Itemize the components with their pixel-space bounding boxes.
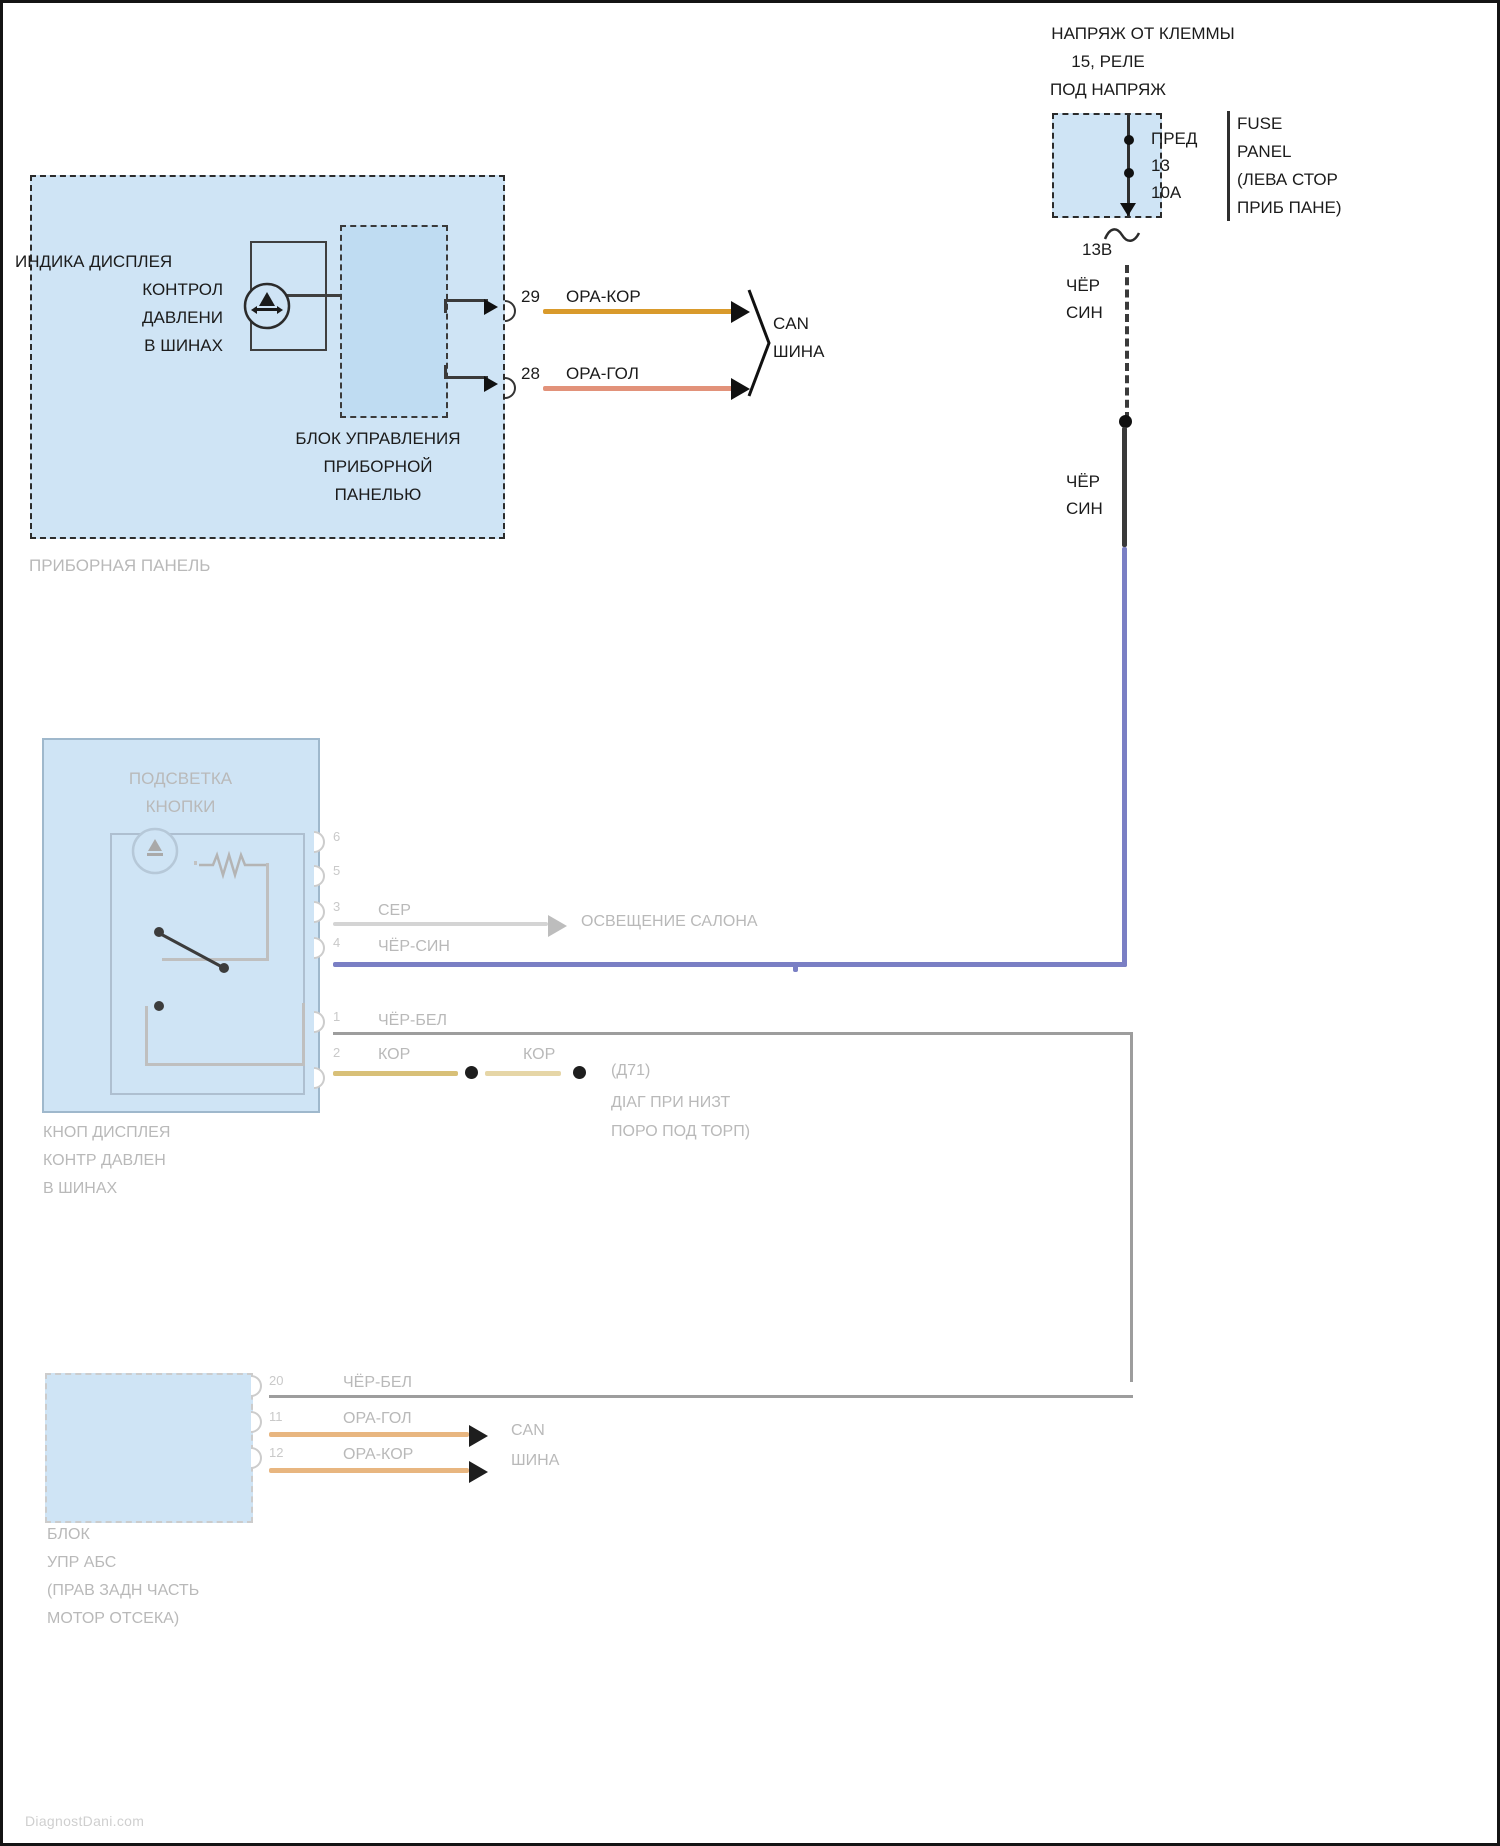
fuse-panel-label-line4: ПРИБ ПАНЕ) — [1237, 198, 1342, 217]
switch-pin4-wire-label: ЧЁР-СИН — [378, 938, 450, 955]
fuse-panel-bracket — [1227, 111, 1230, 221]
abs-pin20-wire-gray — [269, 1395, 1133, 1398]
fuse-panel-label-line2: PANEL — [1237, 142, 1292, 161]
abs-caption-line4: МОТОР ОТСЕКА) — [47, 1610, 180, 1627]
illumination-out-arrow — [548, 915, 567, 937]
abs-pin11-wire-label: ОРА-ГОЛ — [343, 1410, 412, 1427]
fuse-rating-label: 10A — [1151, 183, 1182, 202]
switch-pin6-number: 6 — [333, 829, 341, 844]
switch-pin3-number: 3 — [333, 899, 341, 914]
site-watermark: DiagnostDani.com — [25, 1813, 145, 1829]
supply-wire-color-line1: ЧЁР — [1066, 276, 1101, 295]
switch-caption-line1: КНОП ДИСПЛЕЯ — [43, 1124, 171, 1141]
cluster-pin28-connector — [505, 377, 516, 399]
switch-lever-symbol — [151, 923, 241, 983]
tire-pressure-indicator-icon — [239, 278, 309, 338]
can-bus-label-line2: ШИНА — [773, 342, 825, 361]
supply-pin-label: 13В — [1082, 240, 1113, 259]
cluster-pin29-number: 29 — [521, 287, 540, 306]
abs-pin12-connector — [251, 1447, 262, 1469]
splice-dot-ground-wire — [465, 1066, 478, 1079]
ground-wire-mid-label: КОР — [523, 1046, 556, 1063]
button-illumination-lamp-icon — [125, 823, 195, 883]
supply-source-label-line1: НАПРЯЖ ОТ КЛЕММЫ — [1051, 24, 1235, 43]
cluster-pin28-wire-label: ОРА-ГОЛ — [566, 364, 639, 383]
cluster-pin29-wire — [543, 309, 733, 314]
switch-contact-dot-lower — [154, 1001, 164, 1011]
switch-pin4-wire-blue — [333, 962, 798, 967]
switch-caption-line2: КОНТР ДАВЛЕН — [43, 1152, 166, 1169]
cluster-caption-line2: ПРИБОРНОЙ — [323, 457, 433, 476]
switch-pin5-number: 5 — [333, 863, 341, 878]
fuse-number-label: 13 — [1151, 156, 1170, 175]
abs-pin20-wire-label: ЧЁР-БЕЛ — [343, 1374, 413, 1391]
switch-pin1-wire-gray — [333, 1032, 1133, 1035]
ground-label-line1: (Д71) — [611, 1062, 651, 1079]
abs-pin11-wire — [269, 1432, 469, 1437]
abs-can-label-line1: CAN — [511, 1422, 545, 1439]
fuse-panel-block — [1052, 113, 1162, 218]
abs-pin12-wire-label: ОРА-КОР — [343, 1446, 414, 1463]
cluster-pin29-arrow — [484, 299, 498, 315]
illumination-lamp-lead — [194, 861, 197, 865]
switch-pin3-wire-label: СЕР — [378, 902, 411, 919]
abs-pin12-wire-arrow — [469, 1461, 488, 1483]
switch-pin1-wire-label: ЧЁР-БЕЛ — [378, 1012, 448, 1029]
abs-caption-line1: БЛОК — [47, 1526, 90, 1543]
splice-dot-supply — [1119, 415, 1132, 428]
supply-wire-blue-vertical — [1122, 547, 1127, 967]
switch-ground-lead-v — [145, 1006, 148, 1066]
ground-label-line2: ДІАГ ПРИ НИЗТ — [611, 1094, 731, 1111]
supply-wire-dashed-segment — [1125, 265, 1129, 420]
supply-source-label-line2: 15, РЕЛЕ — [1071, 52, 1145, 71]
supply-wire2-color-line2: СИН — [1066, 499, 1103, 518]
switch-pin2-connector — [314, 1067, 325, 1089]
abs-pin12-number: 12 — [269, 1445, 284, 1460]
switch-pin3-wire — [333, 922, 548, 926]
switch-pin2-wire-label: КОР — [378, 1046, 411, 1063]
can-bus-label-line1: CAN — [773, 314, 809, 333]
switch-pin6-connector — [314, 831, 325, 853]
cluster-title-line3: ДАВЛЕНИ — [142, 308, 223, 327]
switch-caption-line3: В ШИНАХ — [43, 1180, 118, 1197]
cluster-display-module — [340, 225, 448, 418]
cluster-pin29-lead — [444, 299, 488, 302]
ground-point-dot — [573, 1066, 586, 1079]
switch-pin4-connector — [314, 937, 325, 959]
abs-caption-line3: (ПРАВ ЗАДН ЧАСТЬ — [47, 1582, 200, 1599]
switch-title-line2: КНОПКИ — [145, 797, 216, 816]
switch-pin4-number: 4 — [333, 935, 341, 950]
abs-caption-line2: УПР АБС — [47, 1554, 117, 1571]
switch-pin2-wire-yellow — [333, 1071, 458, 1076]
switch-pin1-connector — [314, 1011, 325, 1033]
fuse-name-label: ПРЕД — [1151, 129, 1198, 148]
supply-source-label-line3: ПОД НАПРЯЖ — [1050, 80, 1166, 99]
fuse-terminal-dot-top — [1124, 135, 1134, 145]
cluster-title-line4: В ШИНАХ — [144, 336, 223, 355]
cluster-pin28-number: 28 — [521, 364, 540, 383]
ground-label-line3: ПОРО ПОД ТОРП) — [611, 1123, 751, 1140]
cluster-title-line2: КОНТРОЛ — [142, 280, 223, 299]
switch-pin1-number: 1 — [333, 1009, 341, 1024]
supply-wire-color-line2: СИН — [1066, 303, 1103, 322]
cluster-pin29-wire-label: ОРА-КОР — [566, 287, 641, 306]
cluster-pin28-lead — [444, 376, 488, 379]
switch-ground-lead-h — [145, 1063, 305, 1066]
abs-pin11-connector — [251, 1411, 262, 1433]
supply-wire2-color-line1: ЧЁР — [1066, 472, 1101, 491]
supply-wire-blue-horizontal — [793, 962, 1127, 967]
fuse-terminal-dot-bottom — [1124, 168, 1134, 178]
cluster-pin29-connector — [505, 300, 516, 322]
switch-title-line1: ПОДСВЕТКА — [128, 769, 233, 788]
abs-pin12-wire — [269, 1468, 469, 1473]
switch-pin2-number: 2 — [333, 1045, 341, 1060]
illumination-return-lead — [266, 863, 269, 961]
switch-pin3-connector — [314, 901, 325, 923]
cluster-caption-line1: БЛОК УПРАВЛЕНИЯ — [295, 429, 461, 448]
switch-ground-lead-up — [302, 1003, 305, 1066]
abs-pin11-number: 11 — [269, 1409, 283, 1424]
abs-control-block — [45, 1373, 253, 1523]
fuse-panel-label-line3: (ЛЕВА СТОР — [1237, 170, 1338, 189]
abs-can-label-line2: ШИНА — [511, 1452, 560, 1469]
switch-pin5-connector — [314, 865, 325, 887]
abs-pin20-number: 20 — [269, 1373, 284, 1388]
cluster-pin28-lead-corner — [444, 365, 447, 379]
supply-wire-black-segment — [1122, 427, 1127, 547]
cluster-pin28-wire — [543, 386, 733, 391]
instrument-panel-outside-caption: ПРИБОРНАЯ ПАНЕЛЬ — [29, 556, 211, 575]
cluster-caption-line3: ПАНЕЛЬЮ — [334, 485, 422, 504]
cluster-pin29-lead-corner — [444, 299, 447, 313]
cluster-pin28-arrow — [484, 376, 498, 392]
illumination-out-label: ОСВЕЩЕНИЕ САЛОНА — [581, 913, 758, 930]
fuse-panel-label-line1: FUSE — [1237, 114, 1283, 133]
abs-pin11-wire-arrow — [469, 1425, 488, 1447]
switch-pin1-wire-gray-vertical — [1130, 1032, 1133, 1382]
cluster-title-line1: ИНДИКА ДИСПЛЕЯ — [15, 252, 173, 271]
abs-pin20-connector — [251, 1375, 262, 1397]
switch-pin2-wire-yellow-dash1 — [485, 1071, 561, 1076]
fuse-output-arrow — [1120, 203, 1136, 216]
